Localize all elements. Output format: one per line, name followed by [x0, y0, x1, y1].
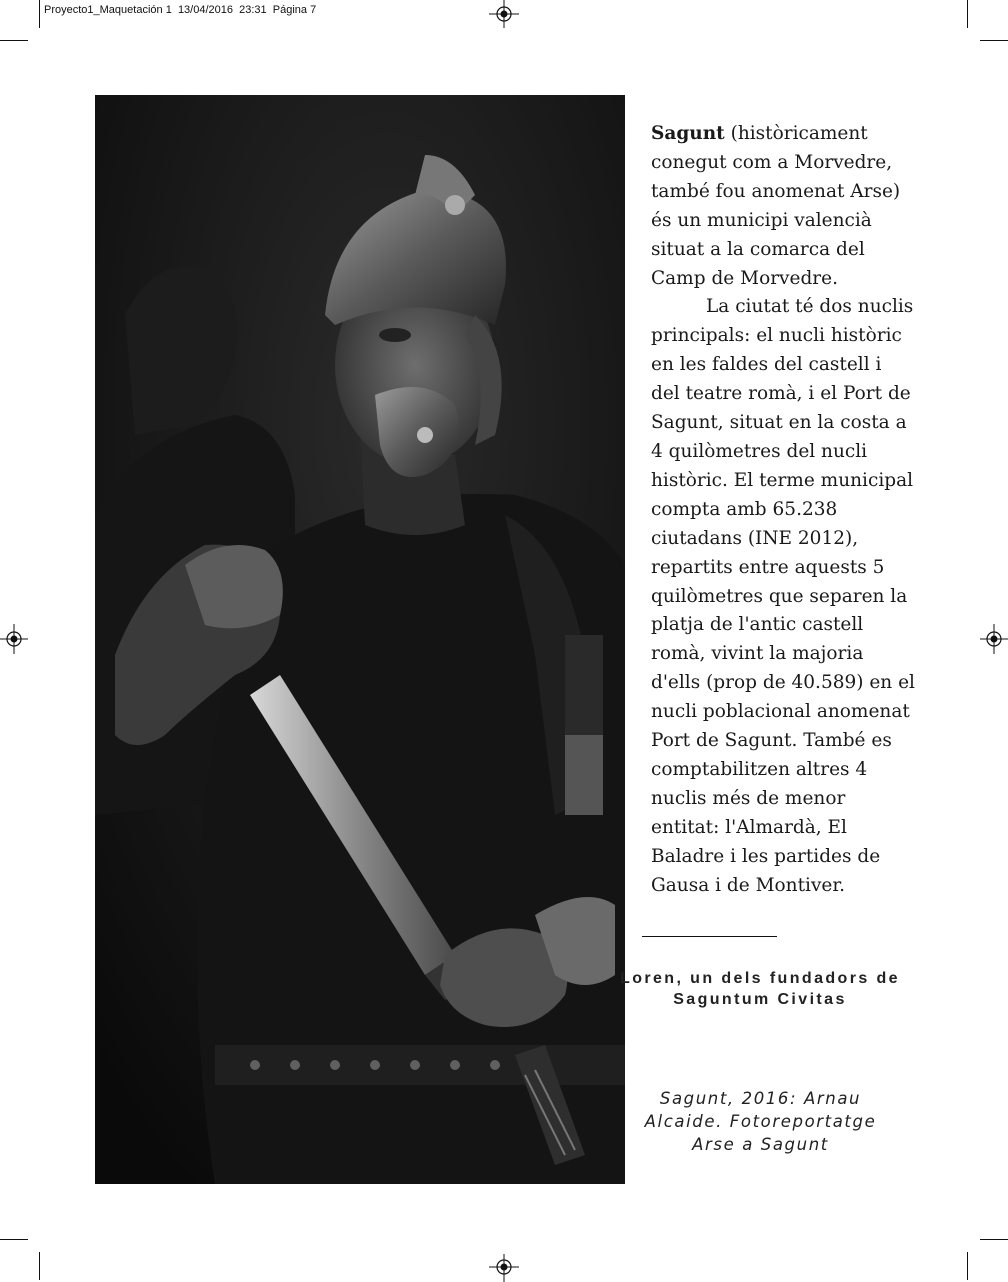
lead-word: Sagunt [651, 123, 725, 144]
paragraph-1-text: (històricament conegut com a Morvedre, també fou anomenat Arse) és un municipi valencià situat a la comarca del Camp de Morvedre. [651, 123, 901, 289]
legionary-photo [95, 95, 625, 1184]
crop-mark-top-right-h [980, 40, 1008, 41]
registration-mark-top-icon [489, 0, 519, 30]
crop-mark-top-left-v [39, 0, 40, 28]
legionary-illustration [95, 95, 625, 1184]
crop-mark-bottom-right-v [967, 1252, 968, 1280]
caption-title: Loren, un dels fundadors de Saguntum Civitas [620, 970, 900, 1008]
article-body [651, 120, 916, 900]
article-paragraph-2: La ciutat té dos nuclis principals: el nucli històric en les faldes del castell i del teatre romà, i el Port de Sagunt, situat en la costa a 4 quilòmetres del nucli històric. El terme municipal compta amb 65.238 ciutadans (INE 2012), repartits entre aquests 5 quilòmetres que separen la platja de l'antic castell romà, vivint la majoria d'ells (prop de 40.589) en el nucli poblacional anomenat Port de Sagunt. També es comptabilitzen altres 4 nuclis més de menor entitat: l'Almardà, El Baladre i les partides de Gausa i de Montiver. [651, 296, 915, 896]
article-paragraph-1 [651, 120, 916, 293]
slug-time: 23:31 [239, 4, 267, 16]
caption-divider [642, 936, 777, 937]
print-slug [44, 4, 316, 16]
registration-mark-right-icon [978, 624, 1008, 654]
registration-mark-left-icon [0, 624, 30, 654]
crop-mark-bottom-left-v [39, 1252, 40, 1280]
photo-credit: Sagunt, 2016: Arnau Alcaide. Fotoreportatge Arse a Sagunt [644, 1089, 877, 1154]
slug-file: Proyecto1_Maquetación 1 [44, 4, 172, 16]
registration-mark-bottom-icon [489, 1252, 519, 1282]
crop-mark-bottom-left-h [0, 1239, 28, 1240]
slug-page: Página 7 [272, 4, 317, 16]
slug-date: 13/04/2016 [177, 4, 233, 16]
crop-mark-top-right-v [967, 0, 968, 28]
crop-mark-top-left-h [0, 40, 28, 41]
crop-mark-bottom-right-h [980, 1239, 1008, 1240]
